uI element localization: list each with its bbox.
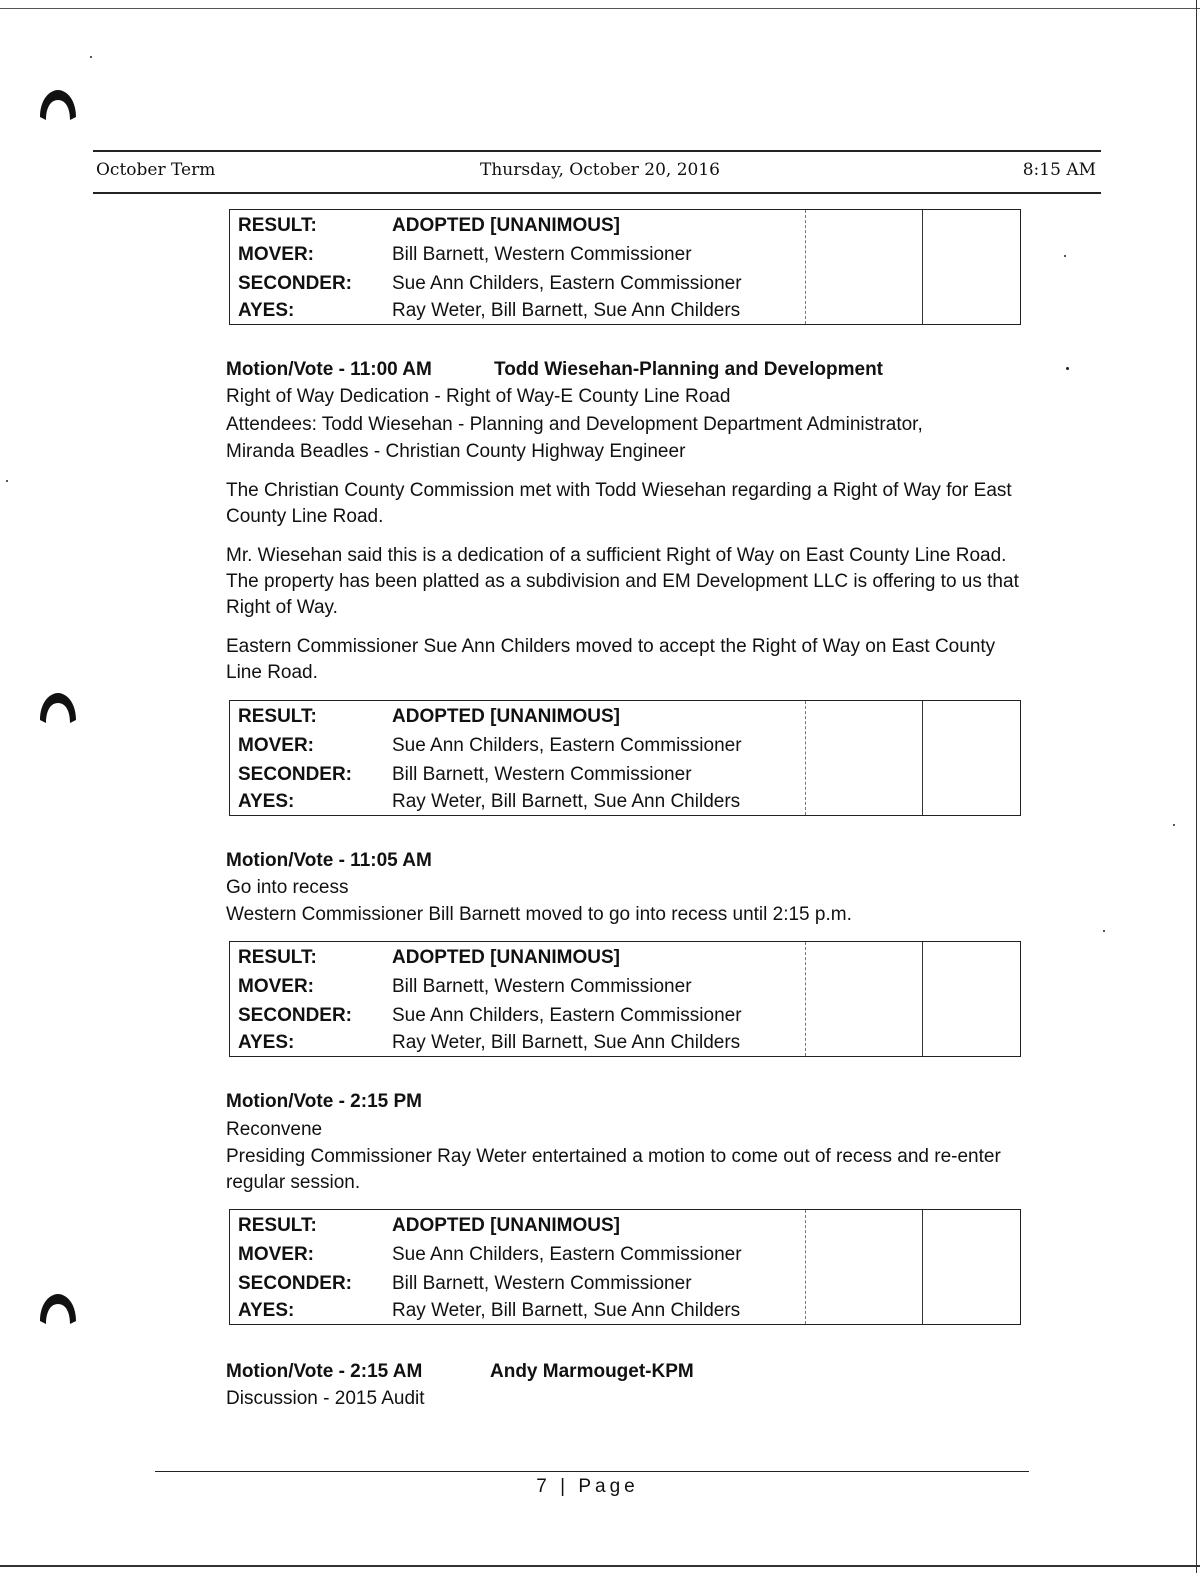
vote-row-mover [238, 731, 1008, 760]
page-number: 7 | Page [536, 1476, 639, 1497]
scan-speck [1103, 930, 1105, 932]
vote-mover: Bill Barnett, Western Commissioner [392, 976, 692, 997]
vote-row-result [238, 1211, 1008, 1240]
vote-ayes: Ray Weter, Bill Barnett, Sue Ann Childers [392, 791, 741, 812]
vote-mover: Sue Ann Childers, Eastern Commissioner [392, 735, 742, 756]
vote-mover: Sue Ann Childers, Eastern Commissioner [392, 1244, 742, 1265]
motion-subject: Go into recess [226, 877, 349, 898]
motion-subject: Discussion - 2015 Audit [226, 1388, 425, 1409]
vote-mover: Bill Barnett, Western Commissioner [392, 244, 692, 265]
vote-ayes: Ray Weter, Bill Barnett, Sue Ann Childers [392, 300, 741, 321]
vote-row-ayes [238, 1296, 1008, 1325]
paragraph: Mr. Wiesehan said this is a dedication of a sufficient Right of Way on East County Line Road. The property has been platted as a subdivision and EM Development LLC is offering to us that Right of Way. [226, 545, 1019, 618]
vote-label: SECONDER: [238, 1273, 353, 1294]
vote-table [229, 700, 1021, 816]
vote-label: SECONDER: [238, 764, 353, 785]
scan-edge-top [0, 8, 1200, 9]
scan-edge-bottom [0, 1565, 1200, 1567]
vote-ayes: Ray Weter, Bill Barnett, Sue Ann Childers [392, 1300, 741, 1321]
scan-edge-right [1196, 0, 1197, 1573]
vote-label: SECONDER: [238, 1005, 353, 1026]
vote-table [229, 209, 1021, 325]
header-rule-top [93, 150, 1101, 152]
vote-row-seconder [238, 269, 1008, 298]
vote-label: RESULT: [238, 947, 317, 968]
vote-result: ADOPTED [UNANIMOUS] [392, 215, 620, 236]
scan-speck [90, 56, 92, 58]
motion-presenter: Andy Marmouget-KPM [490, 1361, 694, 1382]
vote-table [229, 1209, 1021, 1325]
scan-speck [6, 480, 8, 482]
motion-heading: Motion/Vote - 11:05 AM [226, 850, 432, 871]
vote-row-seconder [238, 760, 1008, 789]
vote-seconder: Sue Ann Childers, Eastern Commissioner [392, 273, 742, 294]
vote-label: AYES: [238, 1300, 295, 1321]
footer-rule [155, 1471, 1029, 1472]
punch-hole-icon [37, 690, 79, 728]
vote-row-ayes [238, 787, 1008, 816]
motion-heading: Motion/Vote - 11:00 AM [226, 359, 432, 380]
vote-label: RESULT: [238, 706, 317, 727]
scan-speck [1064, 255, 1066, 257]
paragraph: Presiding Commissioner Ray Weter entertained a motion to come out of recess and re-enter regular session. [226, 1146, 1001, 1193]
motion-heading: Motion/Vote - 2:15 AM [226, 1361, 423, 1382]
punch-hole-icon [37, 1291, 79, 1329]
vote-label: AYES: [238, 791, 295, 812]
paragraph: Western Commissioner Bill Barnett moved to go into recess until 2:15 p.m. [226, 904, 852, 925]
scan-speck [1173, 824, 1175, 826]
vote-row-mover [238, 972, 1008, 1001]
vote-row-result [238, 943, 1008, 972]
vote-row-result [238, 702, 1008, 731]
term-label: October Term [96, 160, 216, 180]
vote-label: MOVER: [238, 976, 314, 997]
vote-row-seconder [238, 1001, 1008, 1030]
vote-row-mover [238, 240, 1008, 269]
paragraph: Eastern Commissioner Sue Ann Childers moved to accept the Right of Way on East County Line Road. [226, 636, 996, 683]
meeting-time: 8:15 AM [1022, 160, 1096, 180]
vote-label: AYES: [238, 1032, 295, 1053]
vote-row-ayes [238, 1028, 1008, 1057]
vote-seconder: Bill Barnett, Western Commissioner [392, 1273, 692, 1294]
vote-label: MOVER: [238, 1244, 314, 1265]
vote-result: ADOPTED [UNANIMOUS] [392, 947, 620, 968]
paragraph: The Christian County Commission met with Todd Wiesehan regarding a Right of Way for East County Line Road. [226, 480, 1012, 527]
vote-label: RESULT: [238, 1215, 317, 1236]
vote-row-result [238, 211, 1008, 240]
vote-label: SECONDER: [238, 273, 353, 294]
meeting-date: Thursday, October 20, 2016 [480, 160, 720, 180]
vote-label: AYES: [238, 300, 295, 321]
motion-presenter: Todd Wiesehan-Planning and Development [494, 359, 884, 380]
motion-heading: Motion/Vote - 2:15 PM [226, 1091, 422, 1112]
scan-speck [1066, 367, 1069, 370]
motion-subject: Right of Way Dedication - Right of Way-E County Line Road [226, 386, 731, 407]
vote-result: ADOPTED [UNANIMOUS] [392, 1215, 620, 1236]
punch-hole-icon [37, 87, 79, 125]
vote-table [229, 941, 1021, 1057]
vote-label: MOVER: [238, 244, 314, 265]
vote-ayes: Ray Weter, Bill Barnett, Sue Ann Childers [392, 1032, 741, 1053]
vote-seconder: Sue Ann Childers, Eastern Commissioner [392, 1005, 742, 1026]
attendees-line: Attendees: Todd Wiesehan - Planning and Development Department Administrator, [226, 414, 923, 435]
vote-result: ADOPTED [UNANIMOUS] [392, 706, 620, 727]
vote-label: RESULT: [238, 215, 317, 236]
header-rule-bottom [93, 192, 1101, 194]
motion-subject: Reconvene [226, 1119, 323, 1140]
vote-row-ayes [238, 296, 1008, 325]
vote-row-mover [238, 1240, 1008, 1269]
vote-row-seconder [238, 1269, 1008, 1298]
attendees-line: Miranda Beadles - Christian County Highway Engineer [226, 441, 686, 462]
vote-seconder: Bill Barnett, Western Commissioner [392, 764, 692, 785]
vote-label: MOVER: [238, 735, 314, 756]
